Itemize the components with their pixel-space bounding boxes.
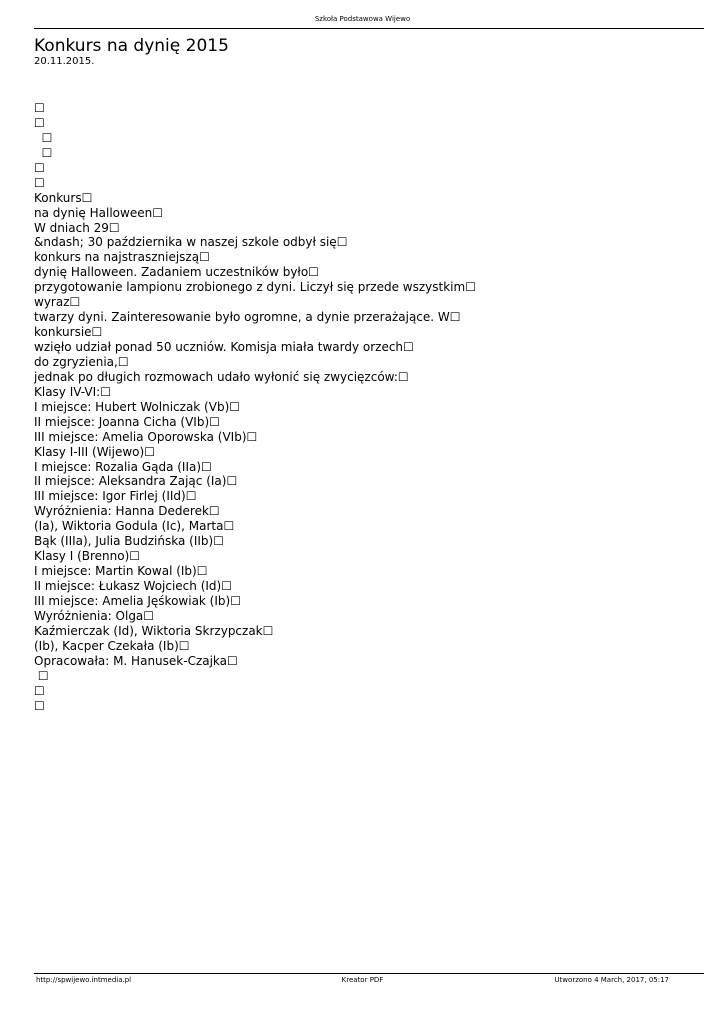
body-line: Kaźmierczak (Id), Wiktoria Skrzypczak☐ — [34, 623, 274, 638]
body-line: Wyróżnienia: Hanna Dederek☐ — [34, 504, 220, 519]
body-line: I miejsce: Hubert Wolniczak (Vb)☐ — [34, 399, 241, 414]
header-divider — [34, 28, 704, 29]
body-line: twarzy dyni. Zainteresowanie było ogromne, a dynie przerażające. W☐ — [34, 310, 461, 325]
body-line: W dniach 29☐ — [34, 220, 120, 235]
body-line: Bąk (IIIa), Julia Budzińska (IIb)☐ — [34, 534, 224, 549]
footer-generator: Kreator PDF — [341, 976, 384, 984]
body-line: Opracowała: M. Hanusek-Czajka☐ — [34, 653, 238, 668]
body-line: Klasy I-III (Wijewo)☐ — [34, 444, 155, 459]
body-line: konkursie☐ — [34, 325, 103, 340]
body-line: ☐ — [34, 115, 45, 130]
body-line: I miejsce: Martin Kowal (Ib)☐ — [34, 564, 208, 579]
body-line: ☐ — [34, 175, 45, 190]
body-line: II miejsce: Joanna Cicha (VIb)☐ — [34, 414, 220, 429]
body-line: Klasy IV-VI:☐ — [34, 384, 111, 399]
page-header-site-name: Szkoła Podstawowa Wijewo — [314, 15, 411, 23]
body-line: na dynię Halloween☐ — [34, 205, 163, 220]
body-line: ☐ — [34, 130, 53, 145]
body-line: Konkurs☐ — [34, 190, 93, 205]
body-line: II miejsce: Aleksandra Zając (Ia)☐ — [34, 474, 238, 489]
body-line: ☐ — [34, 101, 45, 115]
body-line: ☐ — [34, 145, 53, 160]
body-line: wzięło udział ponad 50 uczniów. Komisja miała twardy orzech☐ — [34, 340, 414, 354]
body-line: jednak po długich rozmowach udało wyłonić się zwycięzców:☐ — [34, 369, 409, 384]
body-line: (Ib), Kacper Czekała (Ib)☐ — [34, 638, 190, 653]
body-line: III miejsce: Amelia Oporowska (VIb)☐ — [34, 429, 258, 444]
body-line: ☐ — [34, 160, 45, 175]
body-line: przygotowanie lampionu zrobionego z dyni. Liczył się przede wszystkim☐ — [34, 280, 476, 295]
body-line: ☐ — [34, 698, 45, 713]
footer-created-timestamp: Utworzono 4 March, 2017, 05:17 — [554, 976, 669, 984]
body-line: (Ia), Wiktoria Godula (Ic), Marta☐ — [34, 519, 235, 534]
footer-url: http://spwijewo.intmedia.pl — [36, 976, 132, 984]
body-line: konkurs na najstraszniejszą☐ — [34, 250, 210, 265]
body-line: ☐ — [34, 668, 49, 683]
body-line: Klasy I (Brenno)☐ — [34, 549, 141, 564]
body-line: II miejsce: Łukasz Wojciech (Id)☐ — [34, 579, 232, 593]
body-line: do zgryzienia,☐ — [34, 354, 129, 369]
body-line: III miejsce: Igor Firlej (IId)☐ — [34, 489, 197, 504]
body-line: Wyróżnienia: Olga☐ — [34, 608, 155, 623]
article-title: Konkurs na dynię 2015 — [34, 36, 229, 56]
article-date: 20.11.2015. — [34, 56, 95, 67]
body-line: dynię Halloween. Zadaniem uczestników było☐ — [34, 265, 319, 280]
body-line: III miejsce: Amelia Jęśkowiak (Ib)☐ — [34, 593, 241, 608]
body-line: &ndash; 30 października w naszej szkole odbył się☐ — [34, 235, 348, 250]
footer-divider — [34, 973, 704, 974]
body-line: wyraz☐ — [34, 295, 81, 310]
body-line: ☐ — [34, 683, 45, 698]
article-body — [34, 101, 704, 713]
body-line: I miejsce: Rozalia Gąda (IIa)☐ — [34, 459, 212, 474]
